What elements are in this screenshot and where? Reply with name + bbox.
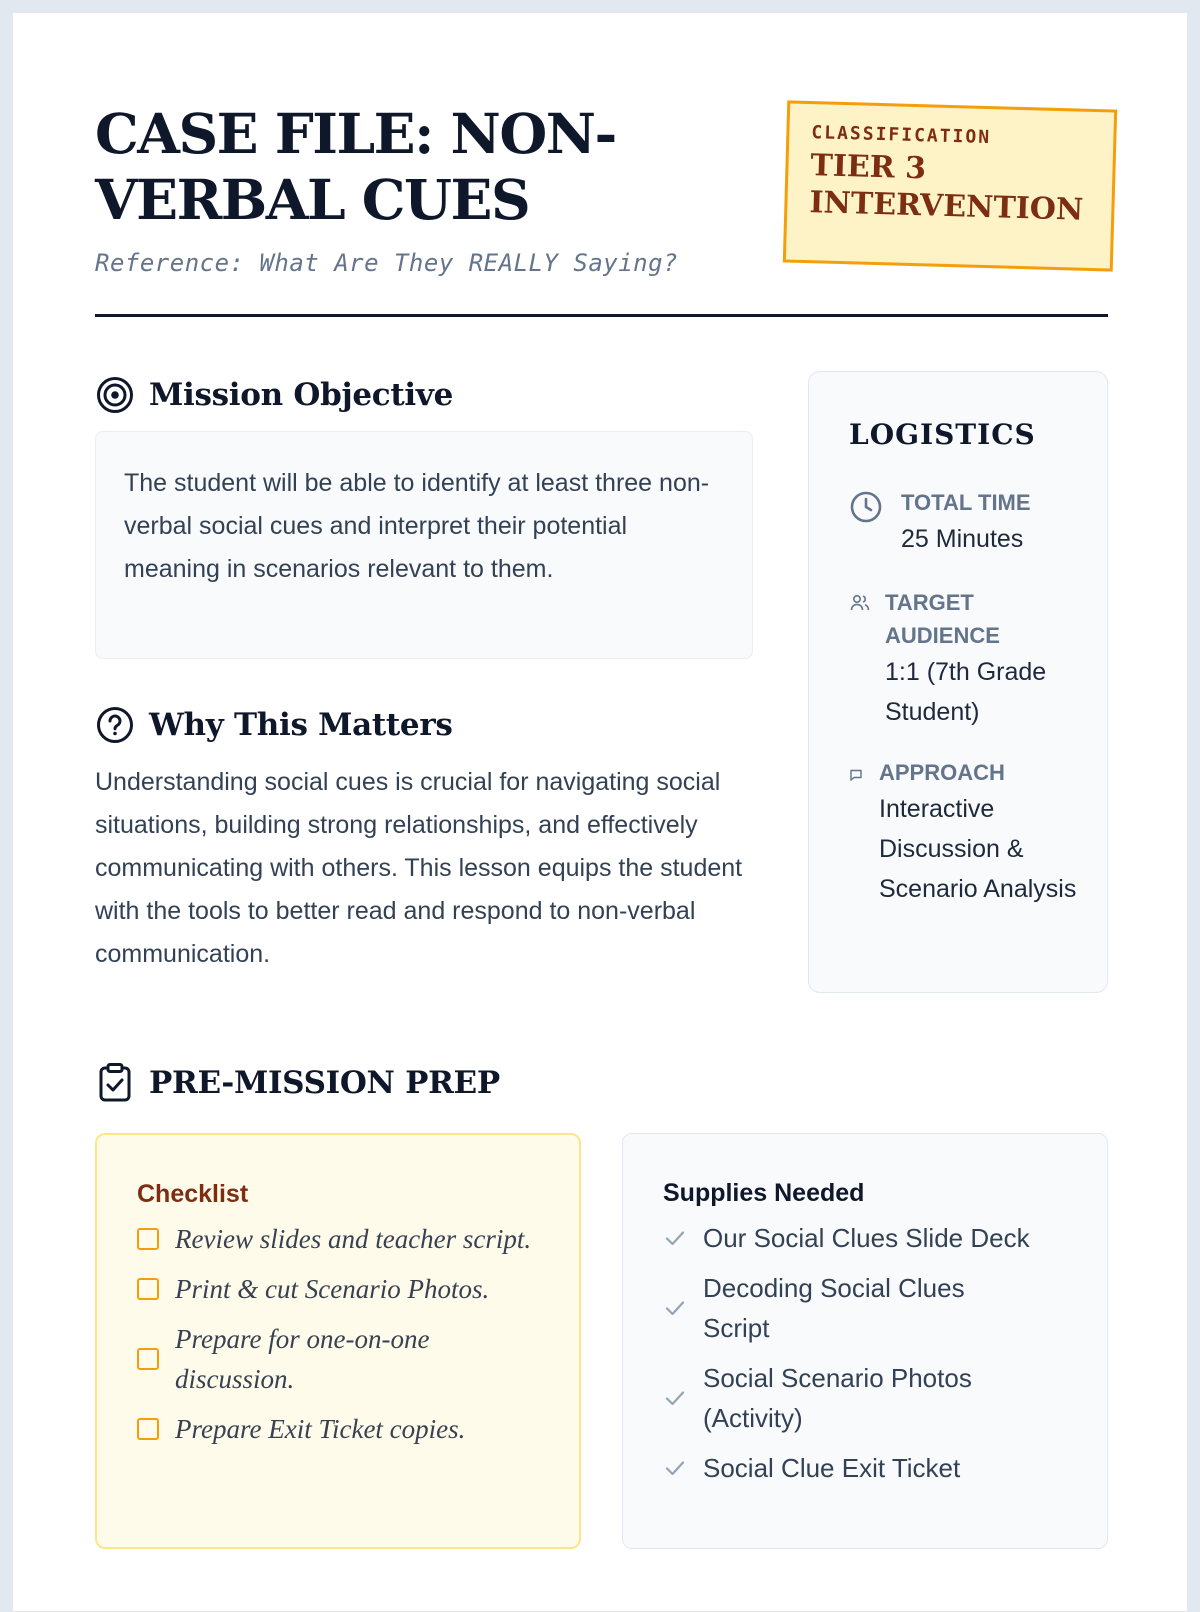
supply-item-text: Decoding Social Clues Script bbox=[703, 1273, 965, 1343]
logistics-value: 25 Minutes bbox=[901, 525, 1024, 553]
checklist-card bbox=[95, 1133, 581, 1549]
logistics-item-audience bbox=[849, 586, 1089, 732]
checkbox[interactable] bbox=[137, 1418, 159, 1440]
page-subtitle: Reference: What Are They REALLY Saying? bbox=[95, 249, 679, 277]
checklist-item[interactable] bbox=[137, 1219, 539, 1259]
why-heading-label: Why This Matters bbox=[149, 707, 453, 743]
checkbox[interactable] bbox=[137, 1278, 159, 1300]
page-header bbox=[95, 13, 1108, 317]
checklist-item-text: Prepare Exit Ticket copies. bbox=[175, 1414, 466, 1444]
stamp-label: CLASSIFICATION bbox=[811, 122, 992, 149]
page-title: CASE FILE: NON-VERBAL CUES bbox=[95, 101, 616, 232]
logistics-item-time bbox=[849, 486, 1031, 559]
checklist-item-text: Prepare for one-on-one discussion. bbox=[175, 1324, 430, 1394]
stamp-value: TIER 3 INTERVENTION bbox=[808, 148, 1084, 228]
supply-item bbox=[663, 1358, 1067, 1438]
check-icon bbox=[663, 1226, 687, 1250]
users-icon bbox=[849, 592, 871, 614]
mission-objective-text: The student will be able to identify at least three non-verbal social cues and interpret their potential meaning in scenarios relevant to them. bbox=[124, 469, 710, 583]
checkbox[interactable] bbox=[137, 1348, 159, 1370]
question-circle-icon bbox=[95, 705, 135, 745]
logistics-title: LOGISTICS bbox=[849, 418, 1036, 451]
checklist-item[interactable] bbox=[137, 1319, 539, 1399]
clipboard-check-icon bbox=[95, 1063, 135, 1103]
checklist-item[interactable] bbox=[137, 1409, 539, 1449]
logistics-key: TARGET AUDIENCE bbox=[885, 590, 1000, 648]
why-text: Understanding social cues is crucial for navigating social situations, building strong relationships, and effectively communicating with others. This lesson equips the student with the tools to better read and respond to non-verbal communication. bbox=[95, 768, 743, 968]
clock-icon bbox=[849, 490, 883, 524]
why-heading bbox=[95, 705, 453, 745]
prep-heading bbox=[95, 1063, 500, 1103]
classification-stamp bbox=[783, 100, 1117, 271]
check-icon bbox=[663, 1386, 687, 1410]
logistics-value: Interactive Discussion & Scenario Analysis bbox=[879, 795, 1077, 903]
logistics-item-approach bbox=[849, 756, 1089, 909]
logistics-key: APPROACH bbox=[879, 760, 1005, 785]
check-icon bbox=[663, 1296, 687, 1320]
logistics-key: TOTAL TIME bbox=[901, 490, 1031, 515]
supply-item bbox=[663, 1268, 1067, 1348]
checklist-item-text: Review slides and teacher script. bbox=[175, 1224, 532, 1254]
check-icon bbox=[663, 1456, 687, 1480]
checkbox[interactable] bbox=[137, 1228, 159, 1250]
supplies-card bbox=[622, 1133, 1108, 1549]
supply-item-text: Social Clue Exit Ticket bbox=[703, 1453, 961, 1483]
chat-bubble-icon bbox=[849, 768, 863, 782]
prep-heading-label: PRE-MISSION PREP bbox=[149, 1065, 500, 1101]
mission-heading bbox=[95, 375, 453, 415]
mission-objective-box bbox=[95, 431, 753, 659]
checklist-item-text: Print & cut Scenario Photos. bbox=[175, 1274, 490, 1304]
supply-item bbox=[663, 1448, 1067, 1488]
supplies-title: Supplies Needed bbox=[663, 1179, 865, 1207]
logistics-value: 1:1 (7th Grade Student) bbox=[885, 658, 1047, 726]
target-icon bbox=[95, 375, 135, 415]
supply-item-text: Our Social Clues Slide Deck bbox=[703, 1223, 1030, 1253]
logistics-card bbox=[808, 371, 1108, 993]
mission-heading-label: Mission Objective bbox=[149, 377, 454, 413]
supply-item-text: Social Scenario Photos (Activity) bbox=[703, 1363, 972, 1433]
supply-item bbox=[663, 1218, 1067, 1258]
checklist-title: Checklist bbox=[137, 1180, 249, 1208]
checklist-item[interactable] bbox=[137, 1269, 539, 1309]
page bbox=[12, 12, 1188, 1612]
